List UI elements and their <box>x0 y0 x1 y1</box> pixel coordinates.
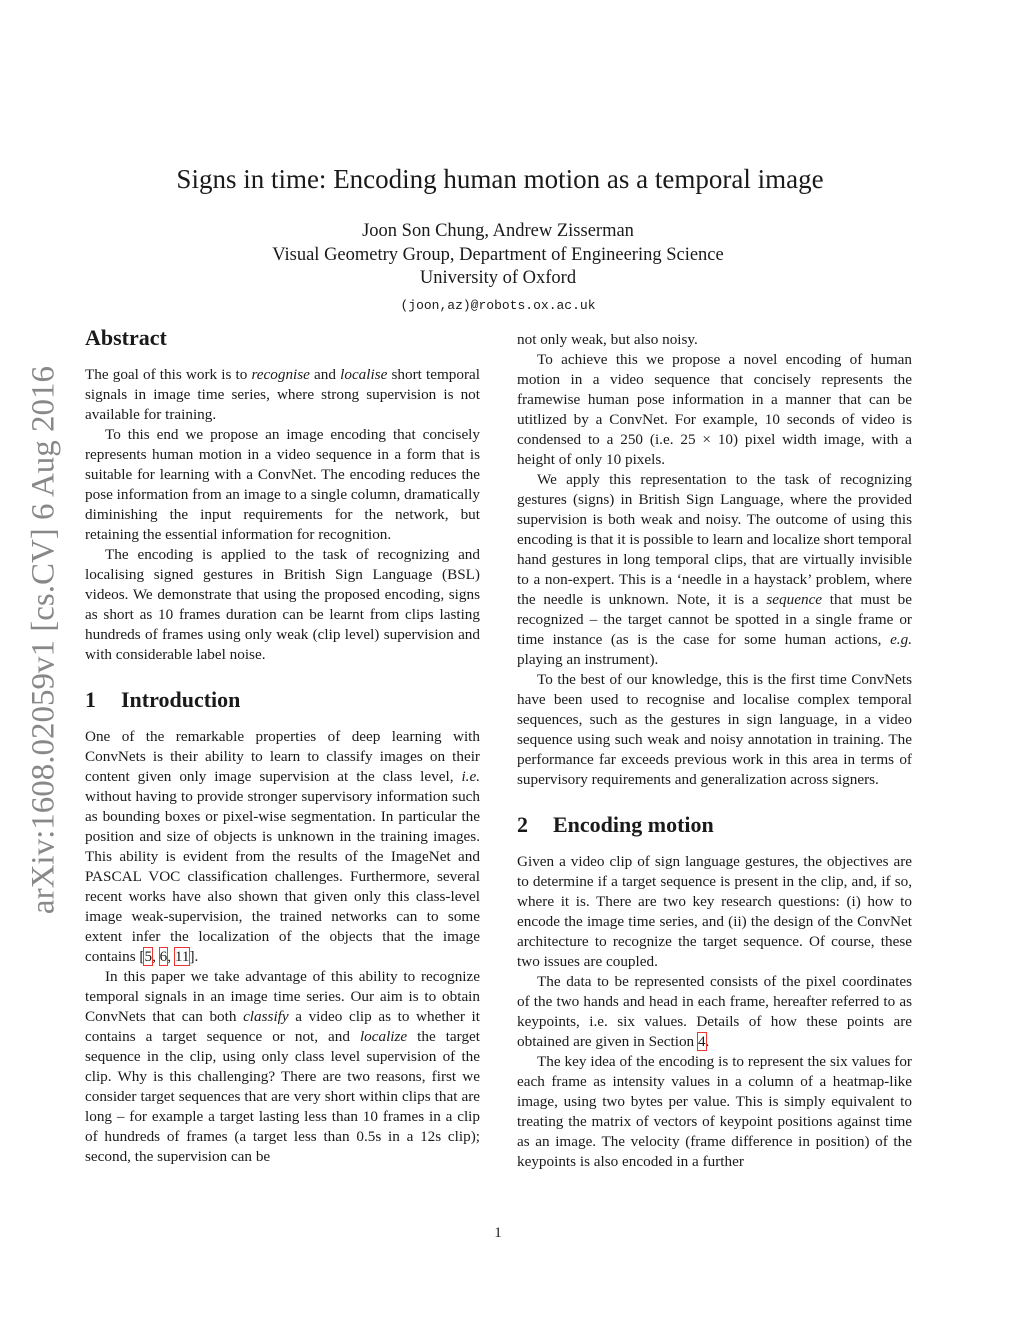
text-segment: Given a video clip of sign language gestures, the objectives are to determine if a target sequence is present in the clip, and, if so, where it is. There are two key research questions: (i) how to encode the image time series, and (ii) the design of the ConvNet architecture to recognize the target sequence. Of course, these two issues are coupled. <box>517 853 912 970</box>
left-column <box>85 325 480 1167</box>
emphasis-text: e.g. <box>890 631 912 648</box>
text-segment: short temporal signals in image time series, where strong supervision is not available for training. <box>85 366 480 423</box>
text-segment: , <box>152 948 160 965</box>
section-number: 2 <box>517 812 528 837</box>
paper-title: Signs in time: Encoding human motion as a temporal image <box>176 164 824 194</box>
emphasis-text: localize <box>359 1028 408 1045</box>
text-segment: The data to be represented consists of the pixel coordinates of the two hands and head in each frame, hereafter referred to as keypoints, i.e. six values. Details of how these points are obtained are given in Section <box>517 973 912 1050</box>
citation-link[interactable]: 4 <box>697 1033 706 1050</box>
text-segment: We apply this representation to the task of recognizing gestures (signs) in British Sign Language, where the provided supervision is both weak and noisy. The outcome of using this encoding is that it is possible to learn and localize short temporal hand gestures in long temporal clips, that are virtually invisible to a non-expert. This is a ‘needle in a haystack’ problem, where the needle is unknown. Note, it is a <box>517 471 912 608</box>
section-heading <box>85 687 480 713</box>
text-segment: a video clip as to whether it contains a target sequence or not, and <box>85 1008 480 1045</box>
paragraph <box>517 350 912 470</box>
arxiv-identifier: arXiv:1608.02059v1 [cs.CV] 6 Aug 2016 <box>25 365 62 915</box>
text-segment: and <box>309 366 341 383</box>
text-segment: To the best of our knowledge, this is the first time ConvNets have been used to recognise and localise complex temporal sequences, such as the gestures in sign language, in a video sequence using such weak and noisy annotation in training. The performance far exceeds previous work in this area in terms of supervisory requirements and generalization across signers. <box>517 671 912 788</box>
text-segment: To achieve this we propose a novel encoding of human motion in a video sequence that concisely represents the framewise human pose information in a manner that can be utitlized by a ConvNet. For example, 10 seconds of video is condensed to a 250 (i.e. 25 × 10) pixel width image, with a height of only 10 pixels. <box>517 351 912 468</box>
paragraph <box>517 852 912 972</box>
emphasis-text: recognise <box>251 366 310 383</box>
paragraph <box>85 967 480 1167</box>
emphasis-text: i.e. <box>461 768 480 785</box>
emphasis-text: sequence <box>766 591 823 608</box>
affiliation: Visual Geometry Group, Department of Engineering Science <box>272 244 724 265</box>
emphasis-text: classify <box>243 1008 289 1025</box>
paragraph <box>85 545 480 665</box>
author-email: (joon,az)@robots.ox.ac.uk <box>400 297 596 313</box>
paragraph <box>85 365 480 425</box>
text-segment: , <box>167 948 175 965</box>
author-block <box>0 220 996 317</box>
paragraph <box>85 727 480 967</box>
text-segment: without having to provide stronger supervisory information such as bounding boxes or pixel-wise segmentation. In particular the position and size of objects is unknown in the training images. This ability is evident from the results of the ImageNet and PASCAL VOC classification challenges. Furthermore, several recent works have also shown that given only this class-level image weak-supervision, the trained networks can to some extent infer the localization of the objects that the image contains [ <box>85 788 480 965</box>
paragraph <box>517 1052 912 1172</box>
text-segment: The key idea of the encoding is to represent the six values for each frame as intensity values in a column of a heatmap-like image, using two bytes per value. This is simply equivalent to treating the matrix of vectors of keypoint positions against time as an image. The velocity (frame difference in position) of the keypoints is also encoded in a further <box>517 1053 912 1170</box>
paragraph <box>517 470 912 670</box>
section-title: Introduction <box>121 687 241 712</box>
institution: University of Oxford <box>419 268 577 288</box>
text-segment: not only weak, but also noisy. <box>517 331 698 348</box>
paragraph <box>85 425 480 545</box>
text-segment: In this paper we take advantage of this ability to recognize temporal signals in an image time series. Our aim is to obtain ConvNets that can both <box>85 968 480 1025</box>
section-heading <box>85 325 480 351</box>
section-number: 1 <box>85 687 96 712</box>
citation-link[interactable]: 5 <box>144 948 153 965</box>
paragraph <box>517 670 912 790</box>
text-segment: that must be recognized – the target cannot be spotted in a single frame or time instance (as is the case for some human actions, <box>517 591 912 648</box>
text-segment: To this end we propose an image encoding that concisely represents human motion in a video sequence in a form that is suitable for learning with a ConvNet. The encoding reduces the pose information from an image to a single column, dramatically diminishing the input requirements for the network, but retaining the essential information for recognition. <box>85 426 480 543</box>
text-segment: One of the remarkable properties of deep learning with ConvNets is their ability to learn to classify images on their content given only image supervision at the class level, <box>85 728 480 785</box>
paragraph <box>517 330 912 350</box>
emphasis-text: localise <box>340 366 388 383</box>
author-names: Joon Son Chung, Andrew Zisserman <box>362 221 634 241</box>
page-number: 1 <box>494 1225 502 1241</box>
citation-link[interactable]: 11 <box>174 948 190 965</box>
text-segment: the target sequence in the clip, using only class level supervision of the clip. Why is this challenging? There are two reasons, first we consider target sequences that are very short within clips that are long – for example a target lasting less than 10 frames in a clip of hundreds of frames (a target less than 0.5s in a 12s clip); second, the supervision can be <box>85 1028 480 1165</box>
section-title: Encoding motion <box>553 812 714 837</box>
citation-link[interactable]: 6 <box>159 948 168 965</box>
paragraph <box>517 972 912 1052</box>
text-segment: playing an instrument). <box>517 651 659 668</box>
text-segment: ]. <box>189 948 199 965</box>
section-title: Abstract <box>85 325 167 350</box>
right-column <box>517 330 912 1172</box>
text-segment: The encoding is applied to the task of recognizing and localising signed gestures in British Sign Language (BSL) videos. We demonstrate that using the proposed encoding, signs as short as 10 frames duration can be learnt from clips lasting hundreds of frames using only weak (clip level) supervision and with considerable label noise. <box>85 546 480 663</box>
section-heading <box>517 812 912 838</box>
text-segment: . <box>705 1033 710 1050</box>
text-segment: The goal of this work is to <box>85 366 252 383</box>
